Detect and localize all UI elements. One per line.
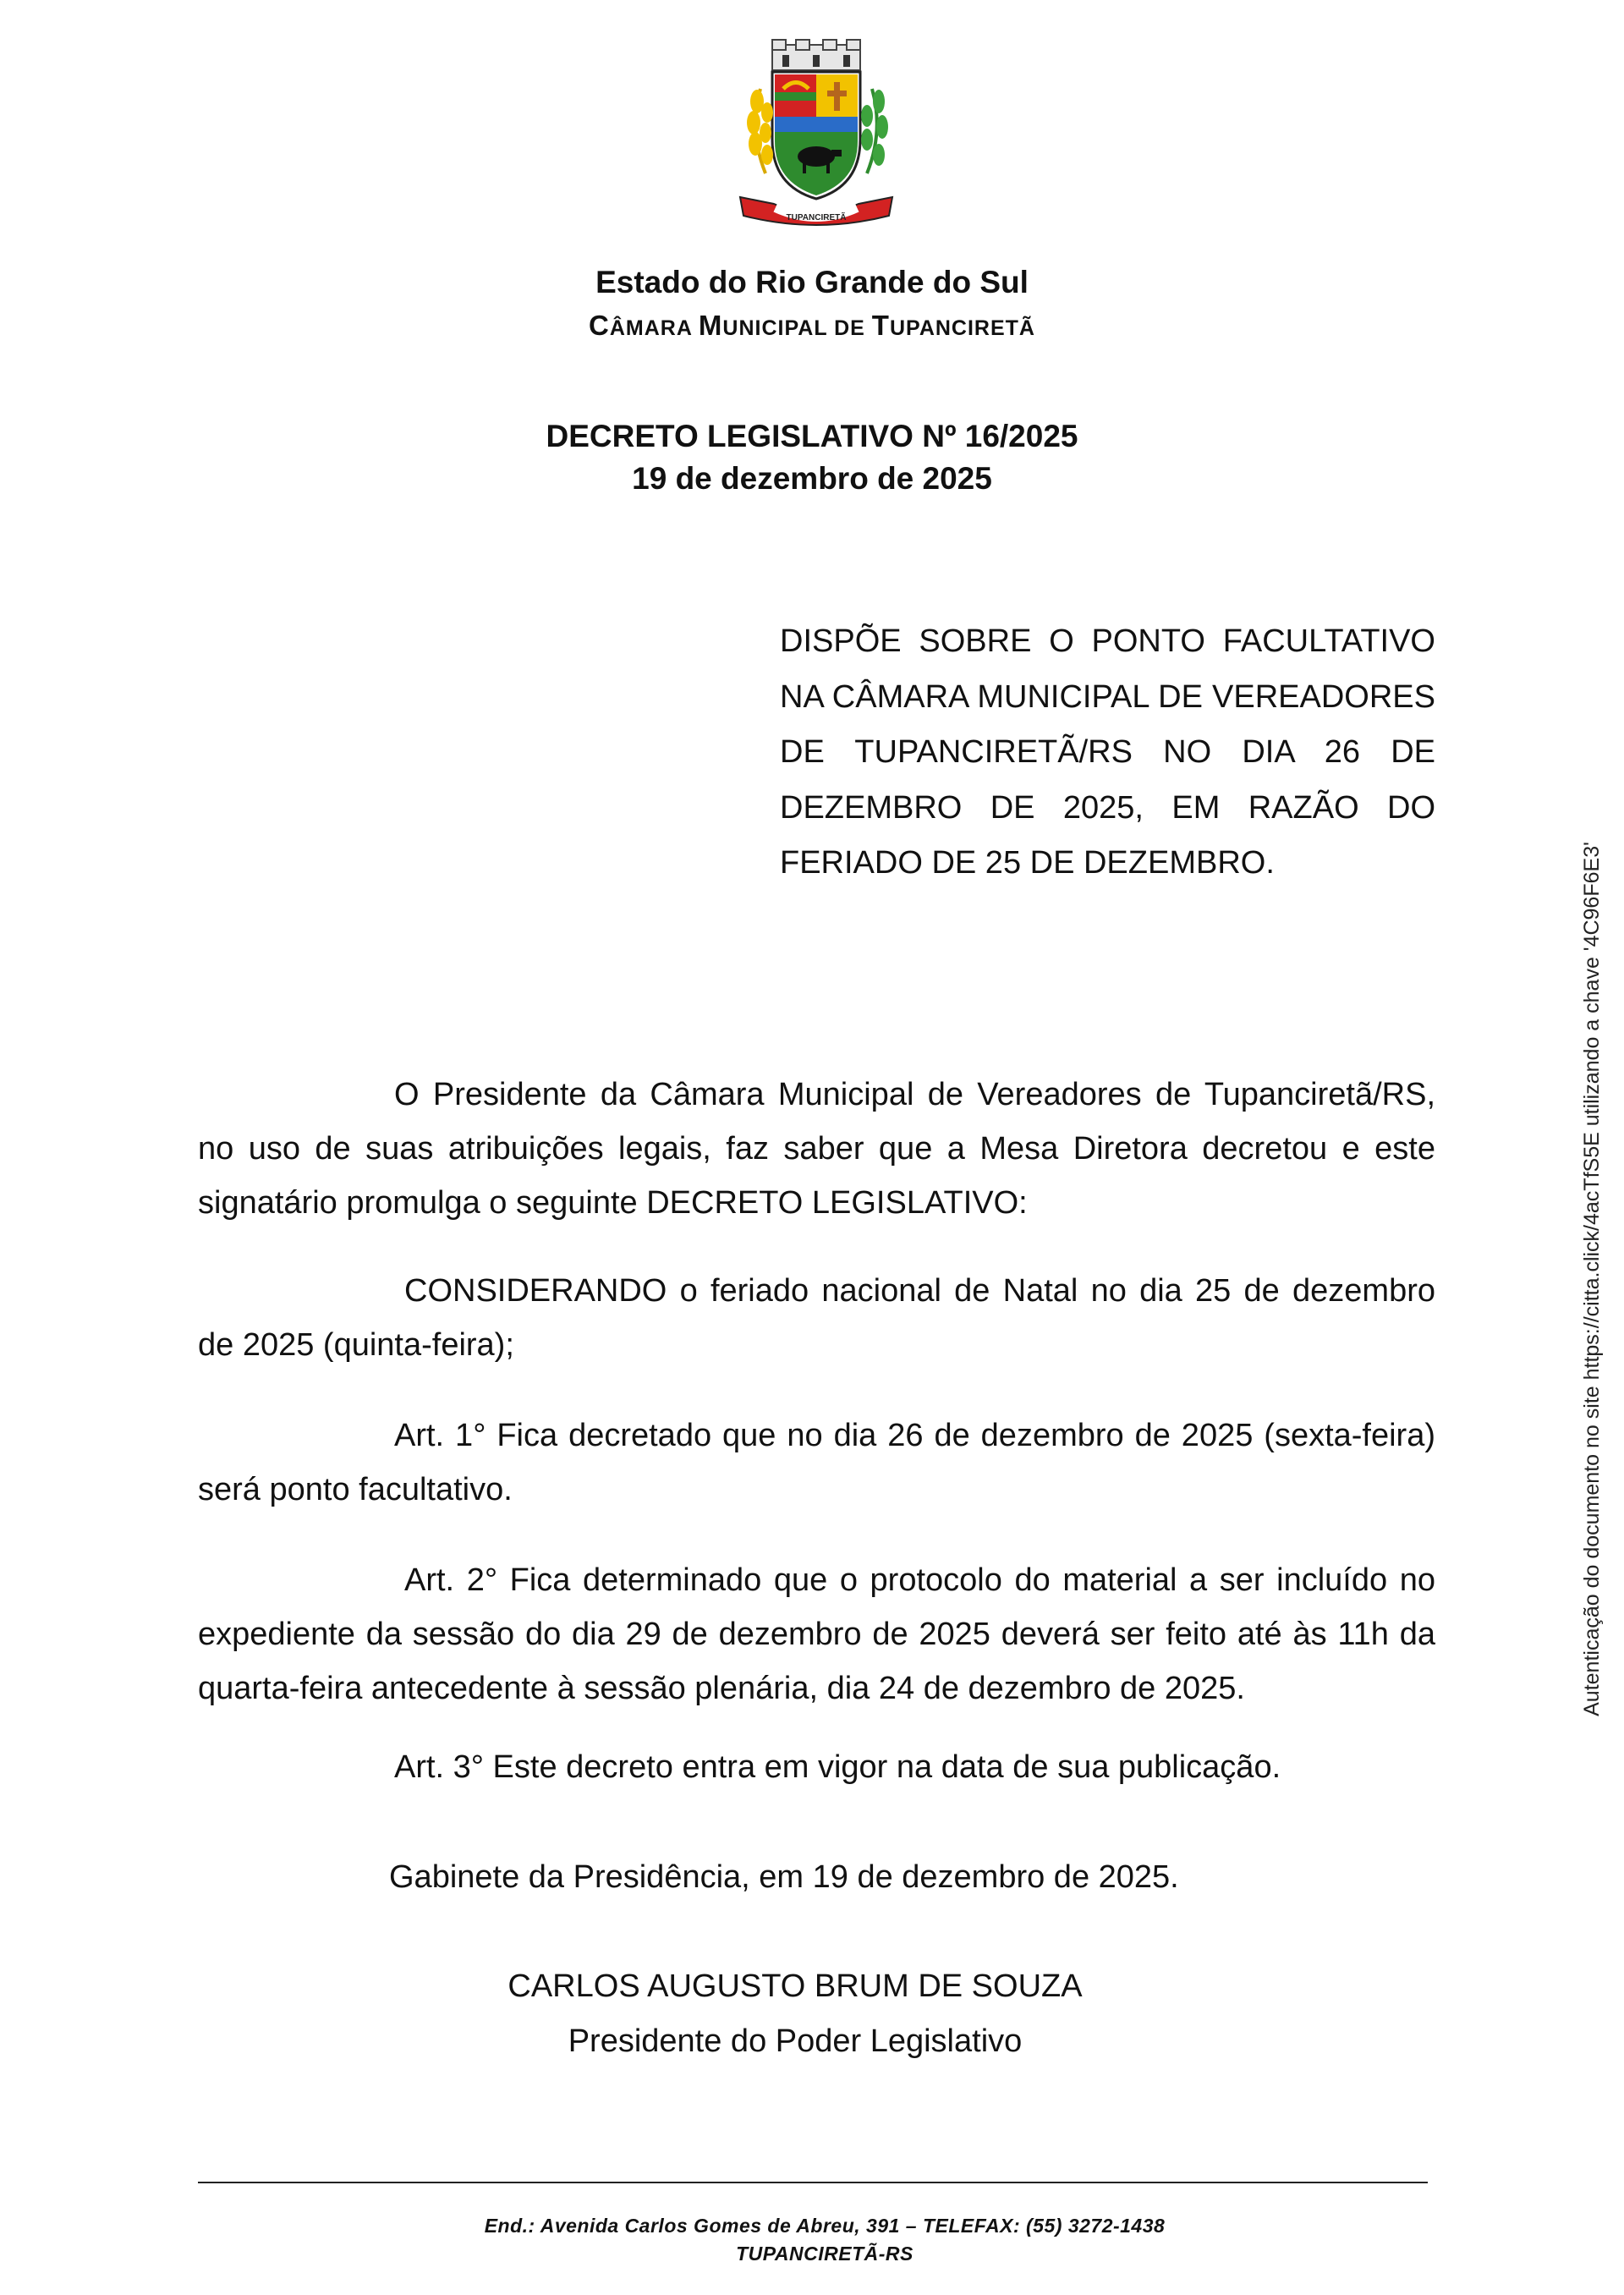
- preamble-paragraph: [198, 1068, 1435, 1230]
- article-2-paragraph: [198, 1553, 1435, 1716]
- coat-of-arms-ribbon-text: TUPANCIRETÃ: [786, 213, 847, 222]
- footer-divider: [198, 2182, 1428, 2183]
- article-2-text: Art. 2° Fica determinado que o protocolo do material a ser incluído no expediente da sessão do dia 29 de dezembro de 2025 deverá ser feito até às 11h da quarta-feira antecedente à sessão plenária, dia 24 de dezembro de 2025.: [198, 1562, 1435, 1706]
- chamber-small-2: UNICIPAL DE: [722, 316, 872, 340]
- preamble-text: O Presidente da Câmara Municipal de Vereadores de Tupanciretã/RS, no uso de suas atribuições legais, faz saber que a Mesa Diretora decretou e este signatário promulga o seguinte DECRETO LEGISLATIVO:: [198, 1077, 1435, 1221]
- decree-ementa: DISPÕE SOBRE O PONTO FACULTATIVO NA CÂMARA MUNICIPAL DE VEREADORES DE TUPANCIRETÃ/RS NO DIA 26 DE DEZEMBRO DE 2025, EM RAZÃO DO FERIADO DE 25 DE DEZEMBRO.: [780, 623, 1435, 881]
- shield: [772, 72, 860, 199]
- chamber-cap-c: C: [589, 310, 610, 341]
- mural-crown: [772, 40, 860, 70]
- considerando-paragraph: [198, 1264, 1435, 1372]
- article-3-paragraph: Art. 3° Este decreto entra em vigor na data de sua publicação.: [394, 1749, 1281, 1785]
- article-1-text: Art. 1° Fica decretado que no dia 26 de dezembro de 2025 (sexta-feira) será ponto facultativo.: [198, 1418, 1435, 1507]
- chamber-small-1: ÂMARA: [609, 316, 699, 340]
- decree-date: 19 de dezembro de 2025: [632, 461, 992, 496]
- chamber-small-3: UPANCIRETÃ: [889, 316, 1035, 340]
- state-name: Estado do Rio Grande do Sul: [595, 265, 1029, 299]
- chamber-cap-t: T: [871, 310, 890, 341]
- ribbon-banner: [740, 197, 892, 225]
- chamber-cap-m: M: [698, 310, 723, 341]
- footer-address: End.: Avenida Carlos Gomes de Abreu, 391 – TELEFAX: (55) 3272-1438: [484, 2215, 1166, 2237]
- coat-of-arms-emblem: [723, 38, 909, 233]
- decree-title: DECRETO LEGISLATIVO Nº 16/2025: [546, 419, 1078, 453]
- article-1-paragraph: [198, 1408, 1435, 1517]
- closing-line: Gabinete da Presidência, em 19 de dezembro de 2025.: [389, 1859, 1179, 1895]
- considerando-text: CONSIDERANDO o feriado nacional de Natal no dia 25 de dezembro de 2025 (quinta-feira);: [198, 1273, 1435, 1363]
- signer-role: Presidente do Poder Legislativo: [568, 2023, 1023, 2059]
- footer-city: TUPANCIRETÃ-RS: [736, 2243, 914, 2265]
- leaf-branch: [861, 89, 888, 173]
- chamber-name: [0, 310, 1624, 342]
- signer-name: CARLOS AUGUSTO BRUM DE SOUZA: [508, 1968, 1083, 2004]
- authentication-side-note: Autenticação do documento no site https://citta.click/4acTfS5E utilizando a chave '4C96F6E3': [1580, 842, 1604, 1716]
- wheat-branch: [747, 89, 773, 173]
